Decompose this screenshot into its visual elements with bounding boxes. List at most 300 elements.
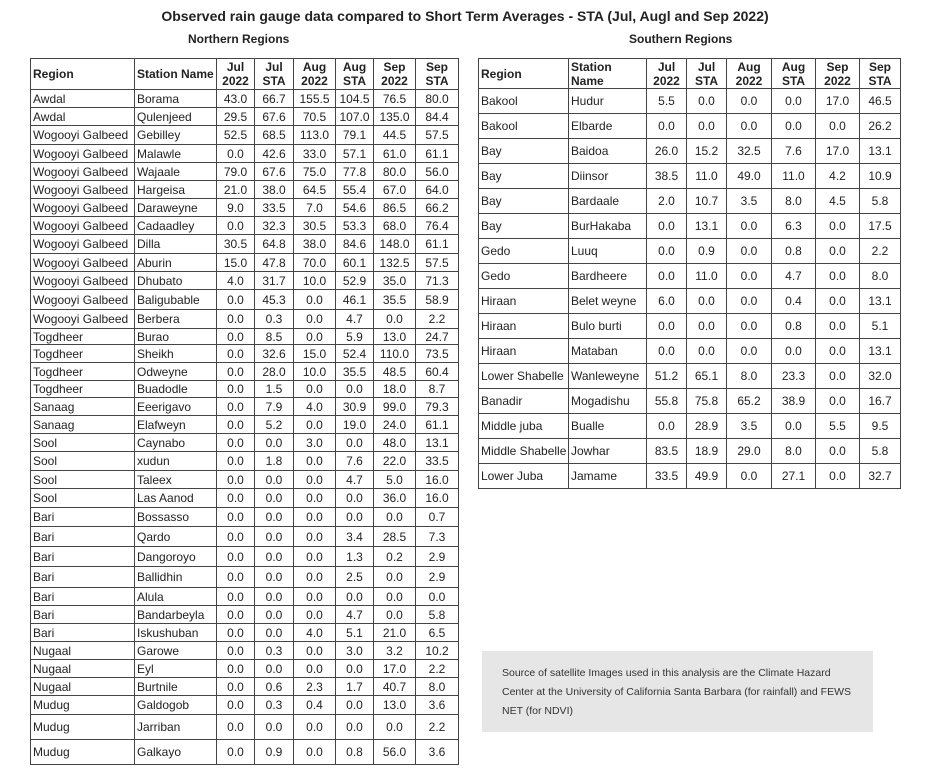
cell-jul-2022: 0.0 (647, 239, 687, 264)
cell-jul-2022: 0.0 (217, 588, 255, 606)
table-row (479, 339, 901, 364)
cell-jul-sta: 0.0 (687, 289, 727, 314)
cell-sep-sta: 32.7 (860, 464, 901, 489)
cell-sep-sta: 80.0 (416, 90, 459, 108)
cell-aug-sta: 46.1 (336, 290, 374, 310)
table-row (479, 414, 901, 439)
cell-jul-sta: 38.0 (255, 181, 294, 199)
cell-aug-2022: 0.0 (294, 740, 336, 765)
cell-aug-2022: 113.0 (294, 126, 336, 145)
cell-sep-2022: 0.0 (816, 389, 860, 414)
cell-jul-sta: 11.0 (687, 264, 727, 289)
cell-sep-sta: 24.7 (416, 329, 459, 345)
cell-station: Baidoa (569, 139, 647, 164)
table-row (31, 254, 459, 272)
cell-station: Sheikh (135, 345, 217, 363)
cell-aug-sta: 0.0 (336, 660, 374, 678)
cell-region: Wogooyi Galbeed (31, 217, 135, 235)
cell-aug-sta: 0.0 (336, 588, 374, 606)
cell-jul-sta: 0.3 (255, 696, 294, 715)
cell-sep-2022: 36.0 (374, 489, 416, 508)
table-row (479, 89, 901, 114)
cell-sep-2022: 17.0 (816, 139, 860, 164)
cell-jul-2022: 33.5 (647, 464, 687, 489)
cell-sep-2022: 0.0 (816, 314, 860, 339)
cell-jul-2022: 0.0 (217, 381, 255, 398)
cell-region: Sool (31, 489, 135, 508)
cell-station: Las Aanod (135, 489, 217, 508)
cell-jul-2022: 0.0 (217, 434, 255, 452)
cell-sep-sta: 57.5 (416, 126, 459, 145)
cell-jul-sta: 28.0 (255, 363, 294, 381)
cell-jul-sta: 0.9 (255, 740, 294, 765)
cell-sep-sta: 5.8 (860, 439, 901, 464)
cell-sep-2022: 0.0 (816, 114, 860, 139)
cell-aug-sta: 30.9 (336, 398, 374, 416)
cell-sep-2022: 4.5 (816, 189, 860, 214)
cell-station: Hudur (569, 89, 647, 114)
cell-jul-sta: 18.9 (687, 439, 727, 464)
cell-jul-2022: 0.0 (217, 329, 255, 345)
cell-sep-sta: 58.9 (416, 290, 459, 310)
cell-jul-2022: 0.0 (217, 642, 255, 660)
cell-sep-2022: 5.0 (374, 471, 416, 489)
table-row (479, 439, 901, 464)
cell-station: Caynabo (135, 434, 217, 452)
cell-region: Bari (31, 588, 135, 606)
cell-aug-sta: 60.1 (336, 254, 374, 272)
table-row (31, 416, 459, 434)
cell-jul-2022: 2.0 (647, 189, 687, 214)
cell-aug-2022: 3.5 (727, 414, 772, 439)
cell-sep-sta: 10.2 (416, 642, 459, 660)
cell-aug-sta: 3.0 (336, 642, 374, 660)
cell-jul-2022: 0.0 (217, 527, 255, 547)
cell-station: BurHakaba (569, 214, 647, 239)
cell-aug-sta: 7.6 (772, 139, 816, 164)
cell-jul-2022: 0.0 (217, 489, 255, 508)
cell-sep-2022: 67.0 (374, 181, 416, 199)
cell-station: Alula (135, 588, 217, 606)
cell-aug-sta: 4.7 (336, 606, 374, 624)
cell-region: Nugaal (31, 678, 135, 696)
table-row (31, 108, 459, 126)
cell-sep-sta: 64.0 (416, 181, 459, 199)
cell-aug-2022: 0.0 (294, 290, 336, 310)
cell-sep-sta: 6.5 (416, 624, 459, 642)
cell-aug-sta: 7.6 (336, 452, 374, 471)
cell-aug-sta: 0.0 (772, 414, 816, 439)
cell-region: Togdheer (31, 329, 135, 345)
cell-sep-sta: 13.1 (860, 289, 901, 314)
cell-station: Galdogob (135, 696, 217, 715)
table-row (31, 217, 459, 235)
cell-aug-sta: 4.7 (336, 310, 374, 329)
cell-jul-sta: 0.0 (687, 339, 727, 364)
cell-station: Daraweyne (135, 199, 217, 217)
cell-jul-2022: 0.0 (647, 414, 687, 439)
cell-station: Dilla (135, 235, 217, 254)
cell-aug-2022: 8.0 (727, 364, 772, 389)
cell-sep-sta: 9.5 (860, 414, 901, 439)
cell-sep-sta: 46.5 (860, 89, 901, 114)
table-row (31, 489, 459, 508)
table-row (31, 660, 459, 678)
cell-aug-2022: 10.0 (294, 272, 336, 290)
cell-station: Mataban (569, 339, 647, 364)
cell-station: Dhubato (135, 272, 217, 290)
cell-jul-sta: 47.8 (255, 254, 294, 272)
cell-jul-sta: 7.9 (255, 398, 294, 416)
cell-aug-sta: 38.9 (772, 389, 816, 414)
table-row (31, 398, 459, 416)
table-row (31, 345, 459, 363)
cell-jul-2022: 0.0 (217, 567, 255, 588)
cell-aug-2022: 0.0 (294, 567, 336, 588)
cell-sep-sta: 2.9 (416, 547, 459, 567)
cell-sep-sta: 60.4 (416, 363, 459, 381)
cell-region: Sool (31, 471, 135, 489)
cell-jul-sta: 10.7 (687, 189, 727, 214)
cell-jul-2022: 0.0 (647, 314, 687, 339)
cell-station: Jowhar (569, 439, 647, 464)
cell-sep-2022: 0.0 (374, 310, 416, 329)
cell-sep-2022: 5.5 (816, 414, 860, 439)
cell-station: Burao (135, 329, 217, 345)
cell-sep-sta: 73.5 (416, 345, 459, 363)
cell-aug-sta: 104.5 (336, 90, 374, 108)
cell-region: Lower Juba (479, 464, 569, 489)
cell-jul-sta: 28.9 (687, 414, 727, 439)
cell-aug-2022: 30.5 (294, 217, 336, 235)
cell-jul-2022: 55.8 (647, 389, 687, 414)
table-row (31, 624, 459, 642)
table-row (479, 164, 901, 189)
cell-station: Jamame (569, 464, 647, 489)
cell-region: Banadir (479, 389, 569, 414)
cell-aug-sta: 0.0 (336, 715, 374, 740)
cell-aug-sta: 0.0 (772, 89, 816, 114)
table-row (31, 508, 459, 527)
cell-jul-2022: 0.0 (217, 696, 255, 715)
cell-aug-sta: 52.4 (336, 345, 374, 363)
cell-station: Qardo (135, 527, 217, 547)
cell-aug-2022: 2.3 (294, 678, 336, 696)
cell-jul-sta: 45.3 (255, 290, 294, 310)
header-aug-2022: Aug 2022 (727, 59, 772, 89)
cell-sep-sta: 76.4 (416, 217, 459, 235)
cell-aug-2022: 0.0 (294, 527, 336, 547)
cell-region: Nugaal (31, 642, 135, 660)
cell-region: Bari (31, 606, 135, 624)
cell-sep-2022: 0.2 (374, 547, 416, 567)
cell-sep-sta: 26.2 (860, 114, 901, 139)
cell-aug-sta: 8.0 (772, 439, 816, 464)
cell-region: Gedo (479, 239, 569, 264)
cell-station: Aburin (135, 254, 217, 272)
cell-sep-2022: 0.0 (374, 567, 416, 588)
cell-aug-2022: 0.0 (727, 264, 772, 289)
cell-jul-sta: 68.5 (255, 126, 294, 145)
cell-aug-2022: 0.0 (294, 606, 336, 624)
cell-sep-2022: 86.5 (374, 199, 416, 217)
table-row (31, 678, 459, 696)
cell-station: Bardaale (569, 189, 647, 214)
cell-jul-2022: 0.0 (217, 145, 255, 163)
cell-station: xudun (135, 452, 217, 471)
cell-region: Wogooyi Galbeed (31, 290, 135, 310)
cell-aug-2022: 0.0 (727, 289, 772, 314)
cell-sep-2022: 0.0 (816, 439, 860, 464)
cell-sep-sta: 66.2 (416, 199, 459, 217)
cell-jul-2022: 9.0 (217, 199, 255, 217)
cell-aug-2022: 0.0 (294, 452, 336, 471)
cell-aug-2022: 10.0 (294, 363, 336, 381)
cell-sep-sta: 17.5 (860, 214, 901, 239)
cell-sep-2022: 28.5 (374, 527, 416, 547)
cell-jul-sta: 0.0 (255, 606, 294, 624)
table-row (31, 471, 459, 489)
cell-region: Bay (479, 214, 569, 239)
cell-sep-2022: 48.0 (374, 434, 416, 452)
cell-aug-2022: 0.0 (294, 547, 336, 567)
cell-aug-2022: 4.0 (294, 398, 336, 416)
cell-aug-2022: 38.0 (294, 235, 336, 254)
cell-sep-sta: 56.0 (416, 163, 459, 181)
cell-aug-2022: 0.0 (727, 214, 772, 239)
cell-sep-sta: 8.0 (416, 678, 459, 696)
cell-jul-sta: 13.1 (687, 214, 727, 239)
cell-jul-sta: 0.0 (255, 527, 294, 547)
cell-sep-sta: 3.6 (416, 696, 459, 715)
cell-region: Hiraan (479, 339, 569, 364)
cell-aug-sta: 35.5 (336, 363, 374, 381)
cell-jul-sta: 33.5 (255, 199, 294, 217)
table-row (479, 189, 901, 214)
table-row (479, 114, 901, 139)
cell-station: Taleex (135, 471, 217, 489)
table-row (31, 642, 459, 660)
cell-sep-sta: 10.9 (860, 164, 901, 189)
cell-sep-sta: 13.1 (416, 434, 459, 452)
cell-aug-2022: 70.5 (294, 108, 336, 126)
cell-sep-sta: 8.0 (860, 264, 901, 289)
table-row (31, 715, 459, 740)
cell-region: Sool (31, 452, 135, 471)
cell-aug-sta: 0.8 (772, 314, 816, 339)
cell-station: Burtnile (135, 678, 217, 696)
cell-sep-sta: 16.0 (416, 471, 459, 489)
cell-aug-2022: 0.0 (294, 381, 336, 398)
table-row (31, 547, 459, 567)
cell-jul-sta: 0.0 (255, 624, 294, 642)
table-row (31, 567, 459, 588)
cell-jul-2022: 0.0 (217, 416, 255, 434)
cell-jul-2022: 6.0 (647, 289, 687, 314)
cell-jul-2022: 0.0 (217, 715, 255, 740)
cell-jul-sta: 31.7 (255, 272, 294, 290)
table-header-row (31, 59, 459, 90)
cell-sep-2022: 0.0 (374, 508, 416, 527)
cell-jul-sta: 0.0 (255, 567, 294, 588)
cell-region: Wogooyi Galbeed (31, 235, 135, 254)
cell-region: Nugaal (31, 660, 135, 678)
header-aug-2022: Aug 2022 (294, 59, 336, 90)
cell-sep-2022: 21.0 (374, 624, 416, 642)
cell-sep-2022: 17.0 (374, 660, 416, 678)
cell-jul-2022: 0.0 (217, 290, 255, 310)
cell-jul-sta: 0.0 (687, 314, 727, 339)
cell-jul-sta: 11.0 (687, 164, 727, 189)
cell-jul-sta: 5.2 (255, 416, 294, 434)
cell-sep-sta: 2.2 (416, 660, 459, 678)
cell-station: Cadaadley (135, 217, 217, 235)
cell-aug-2022: 0.0 (294, 471, 336, 489)
cell-jul-2022: 0.0 (217, 660, 255, 678)
cell-jul-sta: 0.3 (255, 310, 294, 329)
cell-aug-2022: 29.0 (727, 439, 772, 464)
cell-region: Awdal (31, 90, 135, 108)
cell-station: Luuq (569, 239, 647, 264)
cell-jul-2022: 5.5 (647, 89, 687, 114)
cell-sep-2022: 13.0 (374, 696, 416, 715)
cell-region: Wogooyi Galbeed (31, 254, 135, 272)
cell-sep-2022: 99.0 (374, 398, 416, 416)
table-row (479, 464, 901, 489)
cell-jul-sta: 64.8 (255, 235, 294, 254)
cell-jul-2022: 0.0 (217, 217, 255, 235)
cell-sep-2022: 80.0 (374, 163, 416, 181)
cell-station: Eyl (135, 660, 217, 678)
cell-aug-sta: 0.8 (336, 740, 374, 765)
cell-region: Hiraan (479, 314, 569, 339)
cell-region: Bay (479, 189, 569, 214)
cell-aug-sta: 2.5 (336, 567, 374, 588)
cell-station: Bardheere (569, 264, 647, 289)
cell-station: Qulenjeed (135, 108, 217, 126)
cell-region: Bakool (479, 89, 569, 114)
cell-jul-2022: 0.0 (217, 398, 255, 416)
cell-aug-sta: 27.1 (772, 464, 816, 489)
cell-region: Togdheer (31, 381, 135, 398)
cell-region: Middle Shabelle (479, 439, 569, 464)
cell-sep-sta: 61.1 (416, 416, 459, 434)
table-row (31, 740, 459, 765)
cell-sep-2022: 40.7 (374, 678, 416, 696)
cell-jul-sta: 0.6 (255, 678, 294, 696)
cell-jul-2022: 0.0 (217, 471, 255, 489)
cell-aug-sta: 77.8 (336, 163, 374, 181)
cell-sep-2022: 3.2 (374, 642, 416, 660)
cell-sep-2022: 48.5 (374, 363, 416, 381)
cell-sep-sta: 3.6 (416, 740, 459, 765)
table-row (479, 214, 901, 239)
cell-jul-sta: 0.0 (255, 588, 294, 606)
cell-jul-2022: 0.0 (217, 363, 255, 381)
cell-aug-2022: 64.5 (294, 181, 336, 199)
table-row (479, 239, 901, 264)
cell-region: Bay (479, 139, 569, 164)
header-jul-2022: Jul 2022 (217, 59, 255, 90)
cell-region: Wogooyi Galbeed (31, 145, 135, 163)
cell-sep-2022: 35.5 (374, 290, 416, 310)
cell-sep-sta: 2.2 (860, 239, 901, 264)
cell-sep-sta: 5.1 (860, 314, 901, 339)
cell-aug-sta: 54.6 (336, 199, 374, 217)
table-row (479, 364, 901, 389)
cell-aug-sta: 0.4 (772, 289, 816, 314)
cell-sep-2022: 0.0 (374, 715, 416, 740)
cell-station: Borama (135, 90, 217, 108)
cell-aug-sta: 1.3 (336, 547, 374, 567)
cell-sep-sta: 0.7 (416, 508, 459, 527)
cell-aug-2022: 0.0 (294, 489, 336, 508)
cell-station: Elbarde (569, 114, 647, 139)
cell-sep-2022: 0.0 (816, 339, 860, 364)
table-row (31, 588, 459, 606)
cell-jul-sta: 0.9 (687, 239, 727, 264)
cell-sep-sta: 7.3 (416, 527, 459, 547)
cell-aug-2022: 0.0 (294, 416, 336, 434)
cell-jul-2022: 0.0 (217, 624, 255, 642)
cell-sep-2022: 4.2 (816, 164, 860, 189)
cell-jul-2022: 15.0 (217, 254, 255, 272)
cell-sep-2022: 35.0 (374, 272, 416, 290)
cell-aug-2022: 0.4 (294, 696, 336, 715)
cell-station: Belet weyne (569, 289, 647, 314)
cell-station: Baligubable (135, 290, 217, 310)
cell-region: Sanaag (31, 416, 135, 434)
cell-station: Wajaale (135, 163, 217, 181)
cell-jul-2022: 52.5 (217, 126, 255, 145)
cell-sep-sta: 84.4 (416, 108, 459, 126)
cell-sep-sta: 5.8 (860, 189, 901, 214)
cell-aug-sta: 84.6 (336, 235, 374, 254)
cell-sep-2022: 0.0 (816, 264, 860, 289)
cell-jul-sta: 32.3 (255, 217, 294, 235)
cell-sep-sta: 2.2 (416, 310, 459, 329)
cell-aug-2022: 0.0 (727, 464, 772, 489)
cell-aug-2022: 0.0 (727, 314, 772, 339)
header-aug-sta: Aug STA (336, 59, 374, 90)
cell-jul-sta: 0.0 (255, 547, 294, 567)
table-row (31, 199, 459, 217)
cell-sep-sta: 57.5 (416, 254, 459, 272)
cell-station: Galkayo (135, 740, 217, 765)
cell-jul-2022: 0.0 (647, 264, 687, 289)
cell-region: Bari (31, 547, 135, 567)
cell-sep-2022: 132.5 (374, 254, 416, 272)
cell-sep-sta: 16.7 (860, 389, 901, 414)
cell-aug-2022: 15.0 (294, 345, 336, 363)
cell-jul-sta: 1.5 (255, 381, 294, 398)
cell-sep-2022: 0.0 (374, 606, 416, 624)
cell-jul-2022: 0.0 (217, 508, 255, 527)
cell-sep-sta: 61.1 (416, 235, 459, 254)
cell-sep-sta: 13.1 (860, 339, 901, 364)
cell-aug-sta: 53.3 (336, 217, 374, 235)
cell-aug-2022: 4.0 (294, 624, 336, 642)
cell-sep-2022: 135.0 (374, 108, 416, 126)
cell-jul-2022: 0.0 (647, 114, 687, 139)
cell-jul-sta: 67.6 (255, 163, 294, 181)
cell-sep-sta: 61.1 (416, 145, 459, 163)
cell-aug-2022: 65.2 (727, 389, 772, 414)
cell-aug-sta: 5.1 (336, 624, 374, 642)
cell-aug-2022: 0.0 (727, 114, 772, 139)
cell-aug-sta: 0.0 (336, 508, 374, 527)
header-sep-2022: Sep 2022 (374, 59, 416, 90)
